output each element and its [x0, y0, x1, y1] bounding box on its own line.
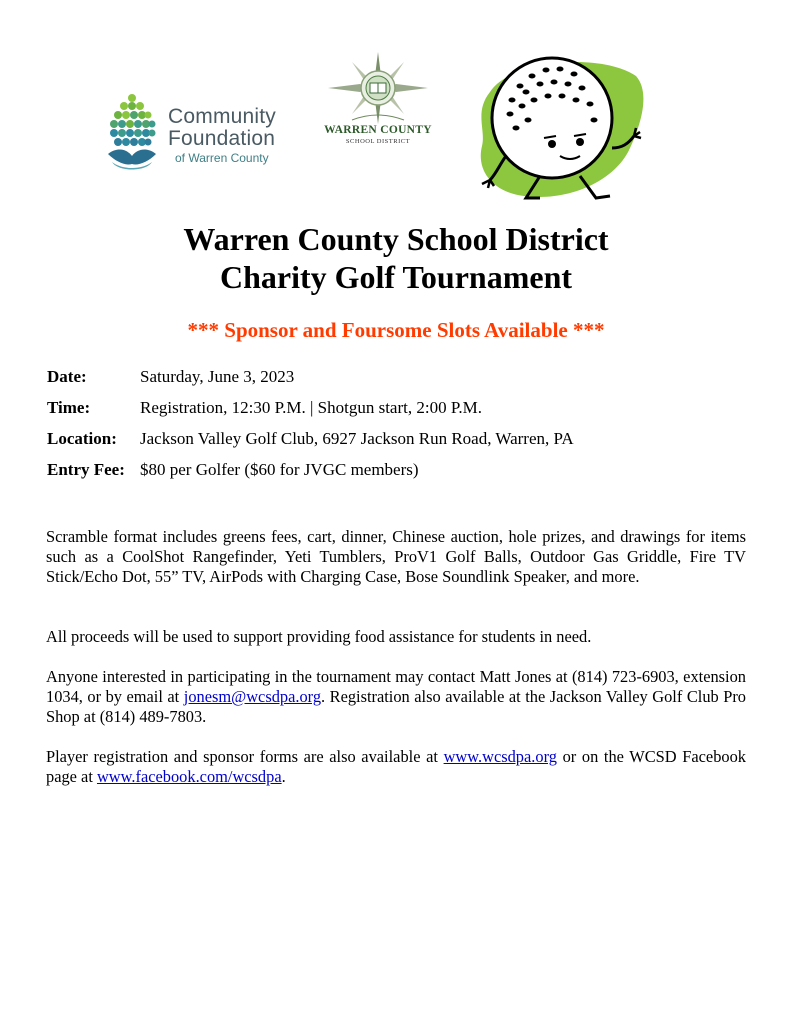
- detail-label: Date:: [47, 367, 87, 386]
- title-line2: Charity Golf Tournament: [219, 259, 573, 295]
- detail-label: Location:: [47, 429, 117, 448]
- contact-email-link[interactable]: jonesm@wcsdpa.org: [183, 687, 322, 706]
- warren-county-school-district-logo: [322, 50, 434, 154]
- detail-value: Registration, 12:30 P.M. | Shotgun start, 2:00 P.M.: [140, 398, 483, 417]
- proceeds-paragraph: All proceeds will be used to support providing food assistance for students in need.: [46, 627, 592, 646]
- wc-logo-subtitle: SCHOOL DISTRICT: [345, 138, 411, 145]
- cf-name-line3: of Warren County: [175, 151, 269, 165]
- forms-paragraph: [46, 747, 746, 787]
- title-line1: Warren County School District: [183, 221, 609, 257]
- forms-text: Player registration and sponsor forms are also available at: [46, 747, 444, 766]
- detail-value: Jackson Valley Golf Club, 6927 Jackson Run Road, Warren, PA: [140, 429, 574, 448]
- detail-row-entry-fee: [47, 459, 767, 490]
- compass-rose-icon: [322, 50, 434, 126]
- community-foundation-logo: [104, 92, 304, 176]
- sponsor-slots-headline: *** Sponsor and Foursome Slots Available ***: [187, 318, 605, 342]
- wc-logo-name: WARREN COUNTY: [324, 124, 432, 136]
- detail-row-date: [47, 366, 767, 397]
- detail-label: Entry Fee:: [47, 460, 125, 479]
- event-details: [47, 366, 767, 490]
- wcsd-website-link[interactable]: www.wcsdpa.org: [443, 747, 557, 766]
- detail-value: $80 per Golfer ($60 for JVGC members): [140, 460, 419, 479]
- detail-row-location: [47, 428, 767, 459]
- detail-row-time: [47, 397, 767, 428]
- cf-name-line2: Foundation: [168, 127, 276, 150]
- contact-text-end: . Registration also available at the Jackson Valley Golf Club Pro Shop at (814) 489-7803.: [46, 687, 746, 726]
- forms-text-end: .: [281, 767, 286, 786]
- forms-text-mid: or on the WCSD Facebook page at: [46, 747, 746, 786]
- page-title: [0, 220, 792, 296]
- contact-text: Anyone interested in participating in the tournament may contact Matt Jones at (814) 723-6903, extension 1034, or by email at: [46, 667, 746, 706]
- detail-value: Saturday, June 3, 2023: [140, 367, 295, 386]
- facebook-page-link[interactable]: www.facebook.com/wcsdpa: [96, 767, 282, 786]
- cf-name-line1: Community: [168, 105, 276, 128]
- pinecone-hands-icon: [104, 92, 160, 174]
- golf-ball-cartoon-icon: [470, 52, 648, 208]
- contact-paragraph: [46, 667, 746, 727]
- scramble-paragraph: Scramble format includes greens fees, cart, dinner, Chinese auction, hole prizes, and drawings for items such as a CoolShot Rangefinder, Yeti Tumblers, ProV1 Golf Balls, Outdoor Gas Griddle, Fire TV Stick/Echo Dot, 55” TV, AirPods with Charging Case, Bose Soundlink Speaker, and more.: [46, 527, 746, 586]
- detail-label: Time:: [47, 398, 91, 417]
